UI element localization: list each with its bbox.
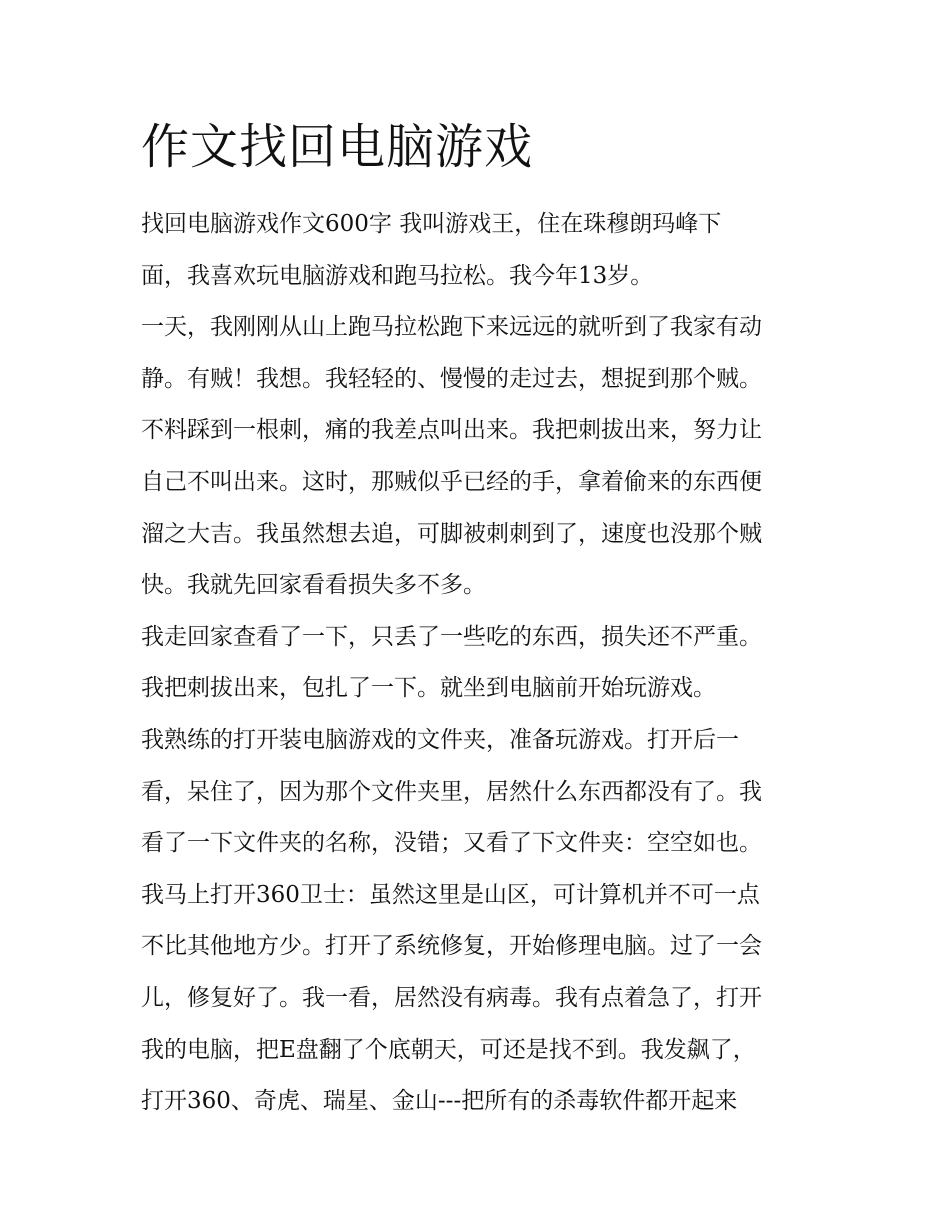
text-line: 不料踩到一根刺，痛的我差点叫出来。我把刺拔出来，努力让 — [141, 417, 762, 444]
text-line: 我走回家查看了一下，只丢了一些吃的东西，损失还不严重。 — [141, 623, 762, 650]
text-line: 儿，修复好了。我一看，居然没有病毒。我有点着急了，打开 — [141, 984, 762, 1011]
text-line: 溜之大吉。我虽然想去追，可脚被刺刺到了，速度也没那个贼 — [141, 520, 762, 547]
essay-body — [141, 112, 821, 1128]
text-line: 看，呆住了，因为那个文件夹里，居然什么东西都没有了。我 — [141, 778, 762, 805]
text-line: 自己不叫出来。这时，那贼似乎已经的手，拿着偷来的东西便 — [141, 468, 762, 495]
text-line: 面，我喜欢玩电脑游戏和跑马拉松。我今年13岁。 — [141, 262, 654, 289]
text-line: 我把刺拔出来，包扎了一下。就坐到电脑前开始玩游戏。 — [141, 675, 716, 702]
text-line: 我熟练的打开装电脑游戏的文件夹，准备玩游戏。打开后一 — [141, 726, 739, 753]
paragraph-intro — [141, 199, 821, 302]
text-line: 我马上打开360卫士：虽然这里是山区，可计算机并不可一点 — [141, 881, 760, 908]
text-line: 我的电脑，把E盘翻了个底朝天，可还是找不到。我发飙了， — [141, 1036, 756, 1063]
text-line: 找回电脑游戏作文600字 我叫游戏王，住在珠穆朗玛峰下 — [141, 211, 722, 237]
text-line: 看了一下文件夹的名称，没错；又看了下文件夹：空空如也。 — [141, 830, 762, 857]
essay-title: 作文找回电脑游戏 — [141, 119, 534, 175]
paragraph-home — [141, 612, 821, 715]
text-line: 静。有贼！我想。我轻轻的、慢慢的走过去，想捉到那个贼。 — [141, 365, 762, 392]
text-line: 打开360、奇虎、瑞星、金山---把所有的杀毒软件都开起来 — [141, 1088, 738, 1115]
text-line: 快。我就先回家看看损失多不多。 — [141, 572, 486, 599]
text-line: 一天，我刚刚从山上跑马拉松跑下来远远的就听到了我家有动 — [141, 314, 762, 341]
text-line: 不比其他地方少。打开了系统修复，开始修理电脑。过了一会 — [141, 933, 762, 960]
paragraph-thief — [141, 302, 821, 612]
paragraph-computer — [141, 715, 821, 1128]
